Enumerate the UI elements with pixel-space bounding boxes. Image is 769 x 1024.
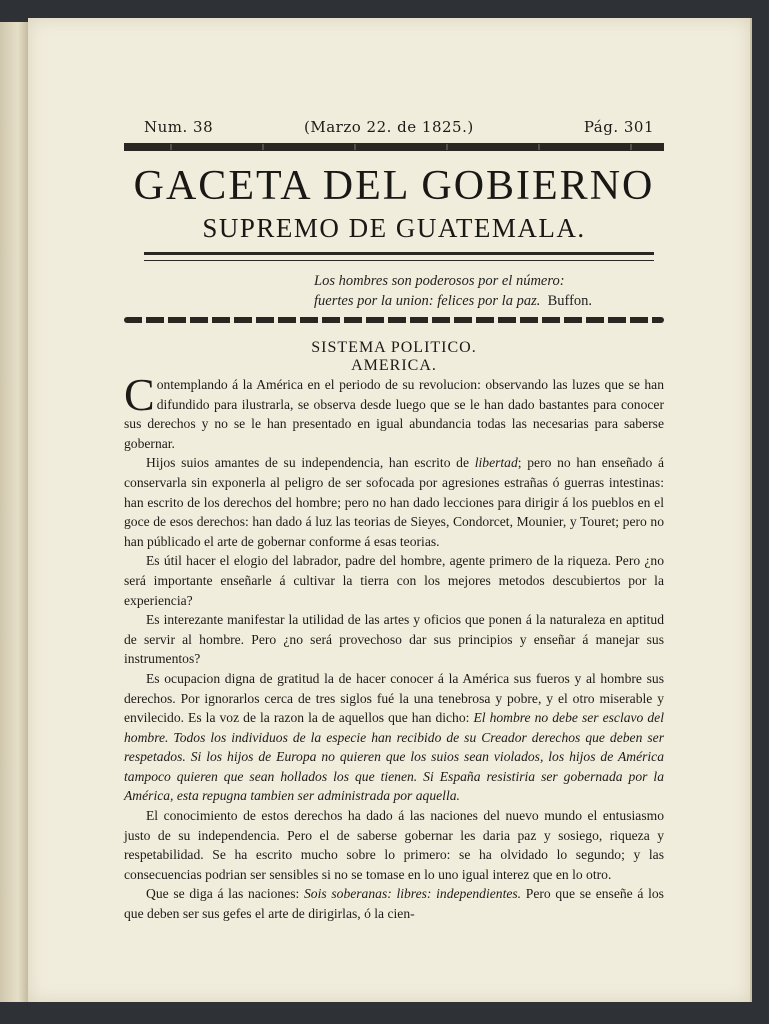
paragraph-5-italic: El hombre no debe ser esclavo del hombre. Todos los individuos de la especie han recibido de su Creador derechos que deben ser respetados. Si los hijos de Europa no quieren que los suios sean violados, los hijos de América tampoco quieren que sean hollados los que tienen. Si España resistiria ser gobernada por la América, esta repugna tambien ser administrada por aquella. [124, 710, 664, 804]
epigraph [314, 271, 664, 311]
section-subtitle: AMERICA. [351, 357, 437, 374]
paragraph-7-text-b: Pero que se enseñe á los que deben ser sus gefes el arte de dirigirlas, ó la cien- [124, 886, 664, 922]
masthead-title: GACETA DEL GOBIERNO [133, 163, 655, 209]
issue-number: Num. 38 [144, 118, 214, 136]
drop-cap: C [124, 369, 155, 420]
article-body [124, 369, 665, 924]
ornamental-divider [124, 317, 664, 323]
masthead-subtitle: SUPREMO DE GUATEMALA. [202, 213, 586, 243]
section-title: SISTEMA POLITICO. [311, 339, 477, 356]
paragraph-2-text-a: Hijos suios amantes de su independencia, han escrito de [146, 455, 475, 471]
header-rule [124, 143, 664, 151]
epigraph-line-2 [314, 291, 664, 311]
page-header [124, 116, 664, 140]
page-content [124, 116, 664, 924]
paragraph-4: Es interezante manifestar la utilidad de las artes y oficios que ponen á la naturaleza en aptitud de servir al hombre. Pero ¿no será provechoso dar sus principios y enseñar á manejar sus instrumentos? [124, 612, 664, 667]
paragraph-7 [124, 884, 664, 923]
paragraph-7-text-a: Que se diga á las naciones: [146, 886, 304, 902]
paragraph-2-text-b: ; pero no han enseñado á conservarla sin exponerla al peligro de ser sofocada por agresiones estrañas ó guerras intestinas: han escrito de los derechos del hombre; pero no han dado lecciones para dirigir á los pueblos en el goce de esos derechos: han dado á luz las teorias de Sieyes, Condorcet, Mounier, y Touret; pero no han públicado el arte de gobernar conforme á esas teorias. [124, 455, 665, 549]
page-number: Pág. 301 [583, 118, 654, 136]
epigraph-line-1: Los hombres son poderosos por el número: [314, 273, 565, 289]
paragraph-6: El conocimiento de estos derechos ha dado á las naciones del nuevo mundo el entusiasmo justo de su independencia. Pero el de saberse gobernar les daria paz y sosiego, riqueza y respetabilidad. Se ha escrito mucho sobre lo primero: se ha olvidado lo segundo; y las consecuencias podrian ser sensibles si no se tomase en lo uno igual interez que en lo otro. [124, 808, 664, 882]
paragraph-3: Es útil hacer el elogio del labrador, padre del hombre, agente primero de la riqueza. Pero ¿no será importante enseñarle á cultivar la tierra con los mejores metodos descubiertos por la experiencia? [124, 553, 664, 608]
paragraph-7-italic: Sois soberanas: libres: independientes. [304, 886, 522, 902]
paragraph-5-text: Es ocupacion digna de gratitud la de hacer conocer á la América sus fueros y al hombre sus derechos. Por ignorarlos cerca de tres siglos fué la una tenebrosa y pobre, y el otro miserable y envilecido. Es la voz de la razon la de aquellos que han dicho: [124, 670, 664, 726]
newspaper-page [28, 18, 750, 1002]
epigraph-line-2-text: fuertes por la union: felices por la paz. [314, 293, 541, 309]
epigraph-author: Buffon. [547, 293, 593, 309]
paragraph-5 [124, 669, 664, 806]
issue-date: (Marzo 22. de 1825.) [304, 118, 474, 136]
paragraph-1 [124, 369, 664, 453]
paragraph-2 [124, 453, 664, 551]
paragraph-1-text: ontemplando á la América en el periodo de su revolucion: observando las luzes que se han difundido para ilustrarla, se observa desde luego que se le han dado bastantes para conocer sus derechos y no se le han presentado en igual abundancia todas las necesarias para saberse gobernar. [124, 377, 664, 451]
left-page-edge [0, 22, 31, 1002]
masthead-rule [144, 252, 654, 261]
paragraph-2-italic: libertad [474, 455, 518, 471]
